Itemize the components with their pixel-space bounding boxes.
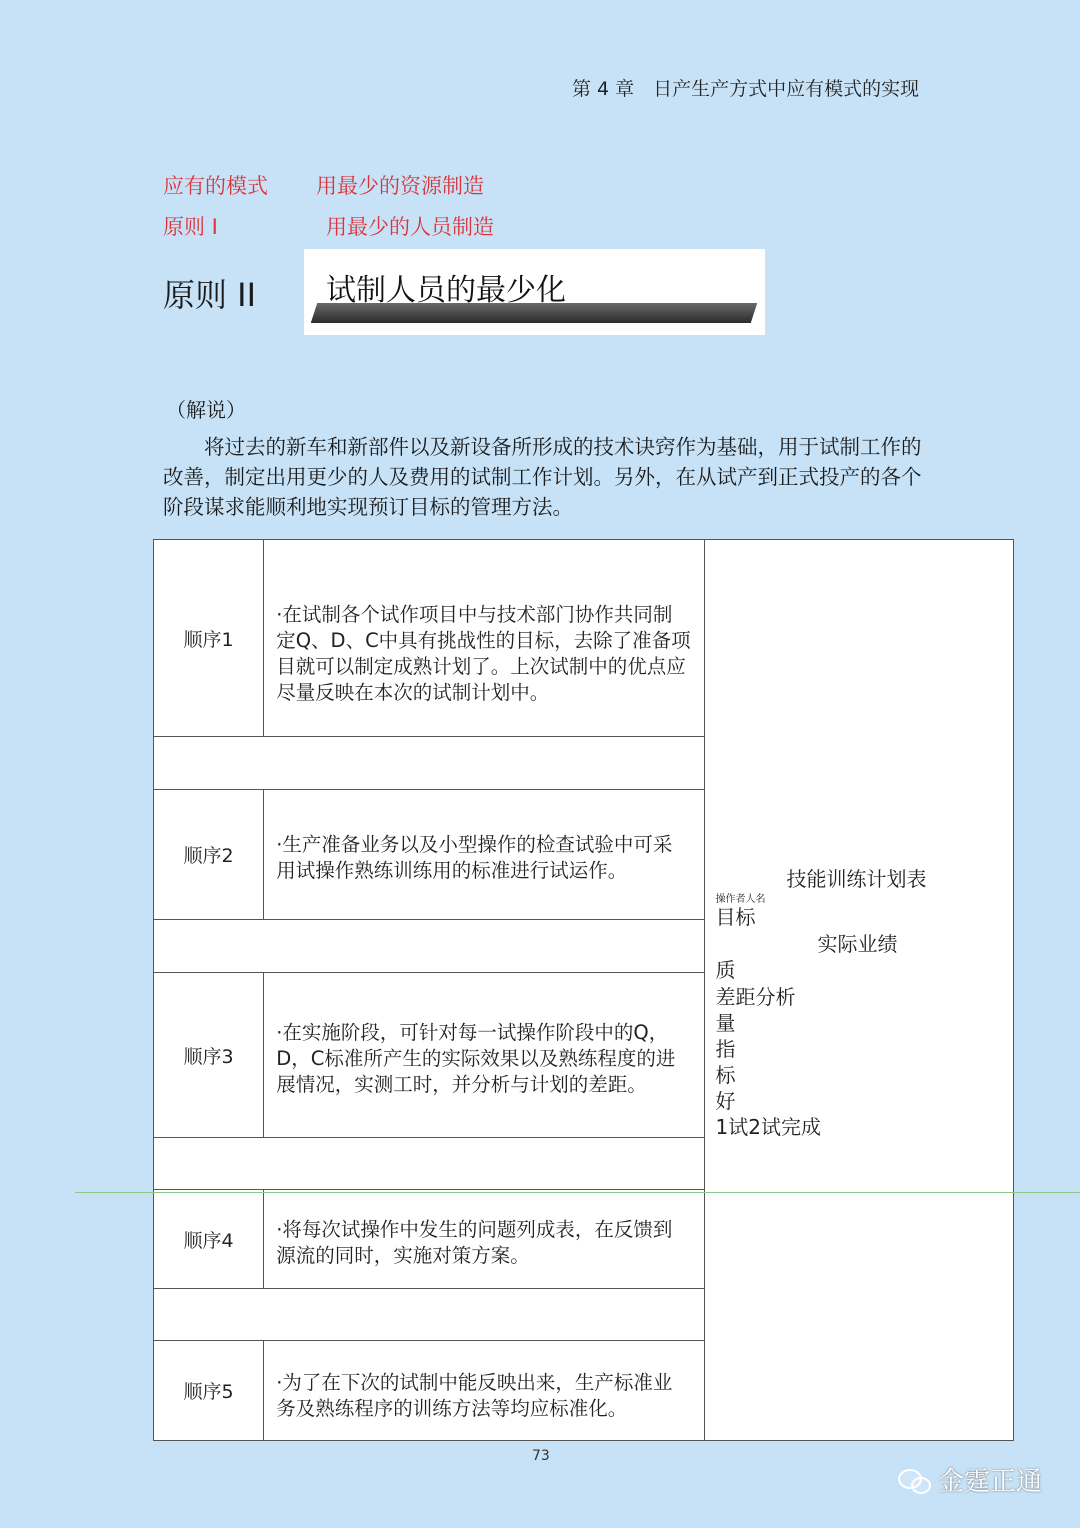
- step-label: 顺序3: [154, 973, 264, 1138]
- skill-plan-chart: [704, 540, 1013, 1441]
- step-text-content: ·将每次试操作中发生的问题列成表，在反馈到源流的同时，实施对策方案。: [276, 1218, 673, 1267]
- step-text: [264, 973, 704, 1138]
- spacer-cell: [154, 1289, 705, 1341]
- operator-name-label: 操作者人名: [715, 894, 766, 905]
- rule1-value: 用最少的人员制造: [326, 215, 494, 239]
- actual-label: 实际业绩: [817, 932, 898, 956]
- table-row: [154, 540, 1014, 737]
- index-label-1: 指: [715, 1037, 736, 1061]
- step-text: [264, 790, 704, 920]
- step-label: 顺序1: [154, 540, 264, 737]
- step-text-content: ·为了在下次的试制中能反映出来，生产标准业务及熟练程序的训练方法等均应标准化。: [276, 1370, 673, 1420]
- page-number: 73: [532, 1448, 550, 1464]
- step-text: [264, 1190, 704, 1289]
- step-text: [264, 540, 704, 737]
- explanation-heading: （解说）: [166, 398, 246, 422]
- pattern-value: 用最少的资源制造: [316, 174, 484, 198]
- quality-label: 质: [715, 958, 736, 982]
- explanation-body: 将过去的新车和新部件以及新设备所形成的技术诀窍作为基础，用于试制工作的改善，制定出用更少的人及费用的试制工作计划。另外，在从试产到正式投产的各个阶段谋求能顺利地实现预订目标的管理方法。: [163, 435, 922, 519]
- chart-title: 技能训练计划表: [786, 867, 927, 891]
- rule1-label: 原则 I: [163, 215, 218, 239]
- wechat-icon: [898, 1467, 930, 1493]
- section-title: 试制人员的最少化: [326, 273, 566, 308]
- target-label: 目标: [715, 905, 756, 929]
- step-text-content: ·在实施阶段，可针对每一试操作阶段中的Q，D，C标准所产生的实际效果以及熟练程度的进展情况，实测工时，并分析与计划的差距。: [276, 1021, 676, 1096]
- step-text-content: ·在试制各个试作项目中与技术部门协作共同制定Q、D、C中具有挑战性的目标，去除了准备项目就可以制定成熟计划了。上次试制中的优点应尽量反映在本次的试制计划中。: [276, 603, 691, 704]
- step-label: 顺序2: [154, 790, 264, 920]
- stages-label: 1试2试完成: [715, 1115, 821, 1139]
- steps-table: [153, 539, 1014, 1441]
- spacer-cell: [154, 1138, 705, 1190]
- good-label: 好: [715, 1089, 736, 1113]
- spacer-cell: [154, 737, 705, 790]
- step-label: 顺序4: [154, 1190, 264, 1289]
- step-text: [264, 1341, 704, 1441]
- chapter-header: 第 4 章 日产生产方式中应有模式的实现: [572, 78, 920, 100]
- watermark: [898, 1461, 1042, 1498]
- step-label: 顺序5: [154, 1341, 264, 1441]
- title-banner: [304, 249, 765, 335]
- gap-analysis-label: 差距分析: [715, 985, 796, 1009]
- pattern-label: 应有的模式: [163, 174, 268, 198]
- watermark-text: 金霆正通: [938, 1467, 1043, 1497]
- quantity-label: 量: [715, 1011, 736, 1035]
- step-text-content: ·生产准备业务以及小型操作的检查试验中可采用试操作熟练训练用的标准进行试运作。: [276, 833, 673, 882]
- divider-line: [75, 1192, 1080, 1193]
- skill-plan-content: [705, 845, 1013, 1139]
- rule2-label: 原则 II: [163, 276, 257, 314]
- spacer-cell: [154, 920, 705, 973]
- index-label-2: 标: [715, 1063, 736, 1087]
